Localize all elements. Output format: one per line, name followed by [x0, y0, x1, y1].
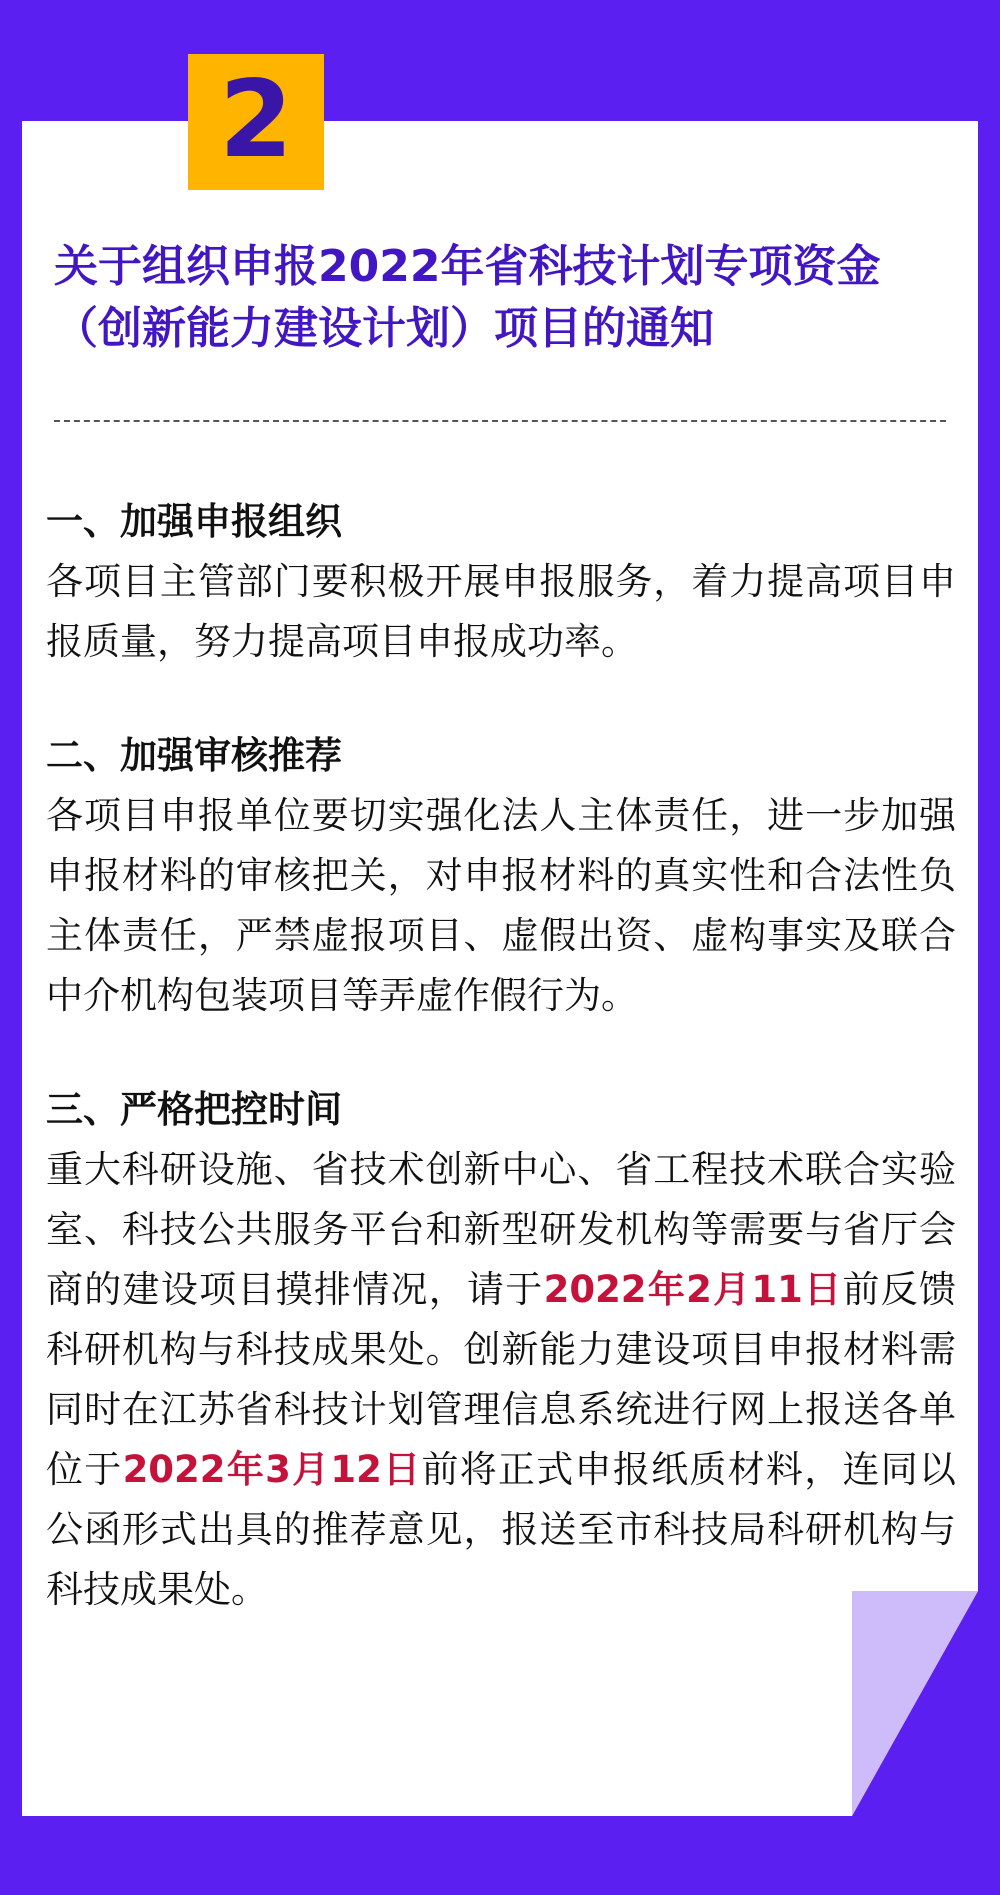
- badge-number: 2: [219, 58, 293, 181]
- section-review: [46, 726, 956, 1026]
- title-line-2: （创新能力建设计划）项目的通知: [54, 303, 714, 354]
- body-text: 前反馈科研机构与科技成果处。创新能力建设项目申报材料需同时在江苏省科技计划管理信息系统进行网上报送各单位于: [46, 1268, 957, 1491]
- section-heading: 一、加强申报组织: [46, 500, 342, 543]
- section-body: 各项目申报单位要切实强化法人主体责任，进一步加强申报材料的审核把关，对申报材料的真实性和合法性负主体责任，严禁虚报项目、虚假出资、虚构事实及联合中介机构包装项目等弄虚作假行为。: [46, 794, 956, 1017]
- section-organization: [46, 492, 956, 672]
- title-line-1: 关于组织申报2022年省科技计划专项资金: [54, 241, 881, 292]
- body-text: 重大科研设施、省技术创新中心、省工程技术联合实验室、科技公共服务平台和新型研发机构等需要与省厅会商的建设项目摸排情况，请于: [46, 1148, 956, 1311]
- section-heading: 二、加强审核推荐: [46, 734, 342, 777]
- deadline-date-1: 2022年2月11日: [543, 1268, 843, 1311]
- dashed-divider: [54, 420, 946, 422]
- section-number-badge: [188, 54, 324, 190]
- section-body: 各项目主管部门要积极开展申报服务，着力提高项目申报质量，努力提高项目申报成功率。: [46, 560, 956, 663]
- deadline-date-2: 2022年3月12日: [122, 1448, 422, 1491]
- notice-content: [46, 492, 956, 1674]
- section-heading: 三、严格把控时间: [46, 1088, 342, 1131]
- section-body: [46, 1140, 956, 1620]
- notice-title: [54, 236, 954, 360]
- body-text: 前将正式申报纸质材料，连同以公函形式出具的推荐意见，报送至市科技局科研机构与科技成果处。: [46, 1448, 957, 1611]
- section-timing: [46, 1080, 956, 1620]
